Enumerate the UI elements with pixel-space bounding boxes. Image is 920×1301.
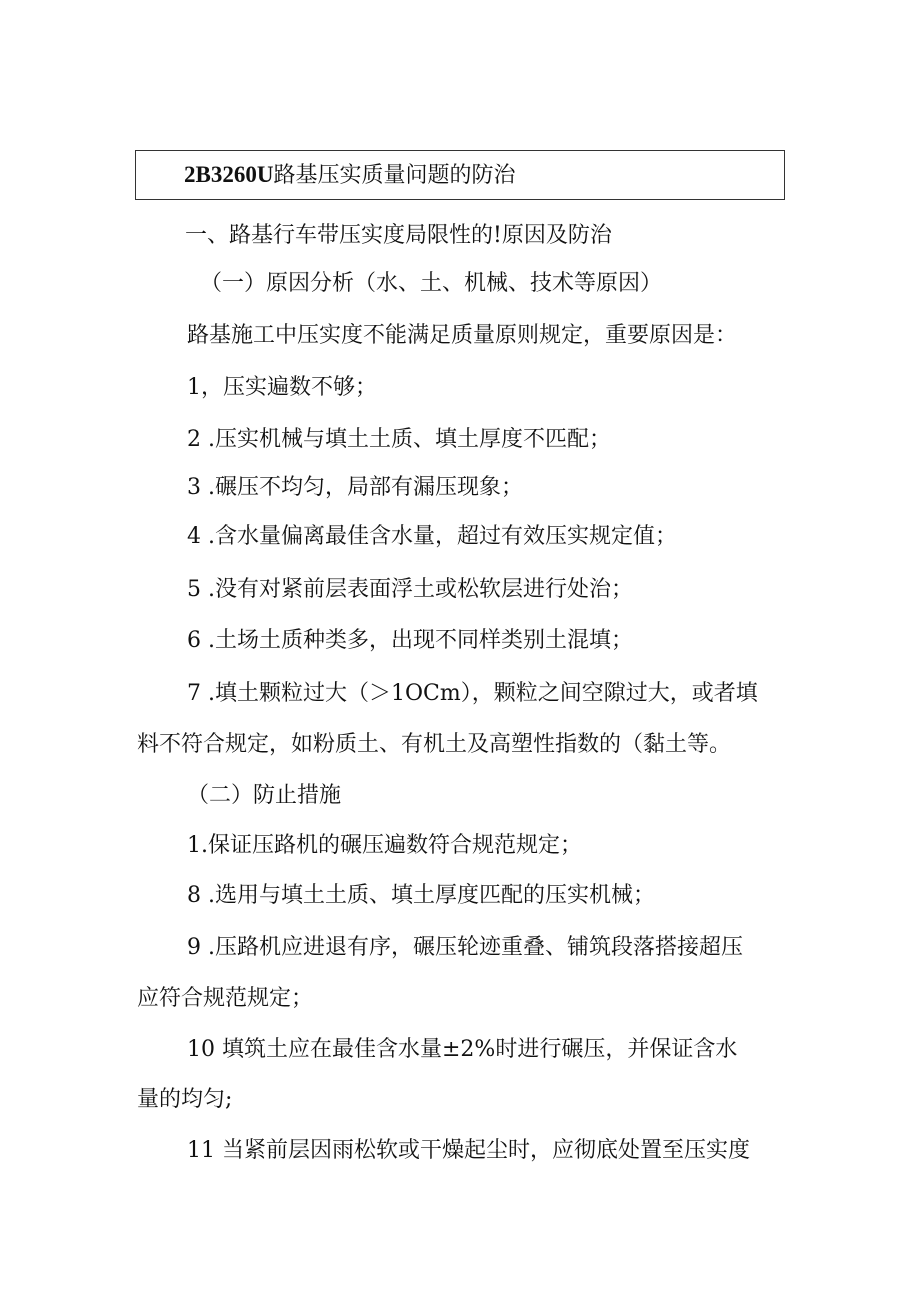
- cause-item-7-continued: 料不符合规定，如粉质土、有机土及高塑性指数的（黏土等。: [137, 732, 732, 757]
- measure-item-11: 11 当紧前层因雨松软或干燥起尘时，应彻底处置至压实度: [187, 1138, 750, 1163]
- measure-item-9: 9 .压路机应进退有序，碾压轮迹重叠、铺筑段落搭接超压: [187, 935, 743, 960]
- section-code: 2B3260U: [184, 162, 274, 187]
- measure-item-10: 10 填筑土应在最佳含水量±2%时进行碾压，并保证含水: [187, 1037, 738, 1062]
- measure-item-9-continued: 应符合规范规定；: [137, 986, 314, 1011]
- cause-item-1: 1，压实遍数不够；: [187, 375, 377, 400]
- subheading-prevention: （二）防止措施: [187, 783, 342, 808]
- paragraph-intro: 路基施工中压实度不能满足质量原则规定，重要原因是：: [187, 323, 738, 348]
- measure-item-1: 1.保证压路机的碾压遍数符合规范规定；: [187, 833, 582, 858]
- cause-item-6: 6 .土场土质种类多，出现不同样类别土混填；: [187, 628, 633, 653]
- title-box: [135, 150, 785, 200]
- cause-item-2: 2 .压实机械与填土土质、填土厚度不匹配；: [187, 427, 611, 452]
- cause-item-4: 4 .含水量偏离最佳含水量，超过有效压实规定值；: [187, 524, 677, 549]
- measure-item-10-continued: 量的均匀;: [137, 1087, 233, 1112]
- cause-item-7: 7 .填土颗粒过大（＞1OCm），颗粒之间空隙过大，或者填: [187, 681, 758, 706]
- cause-item-3: 3 .碾压不均匀，局部有漏压现象；: [187, 475, 523, 500]
- subheading-causes: （一）原因分析（水、土、机械、技术等原因）: [200, 271, 663, 296]
- heading-1: 一、路基行车带压实度局限性的!原因及防治: [185, 223, 612, 248]
- section-title: [184, 161, 515, 190]
- measure-item-8: 8 .选用与填土土质、填土厚度匹配的压实机械；: [187, 883, 655, 908]
- section-title-text: 路基压实质量问题的防治: [273, 163, 516, 188]
- cause-item-5: 5 .没有对紧前层表面浮土或松软层进行处治；: [187, 577, 633, 602]
